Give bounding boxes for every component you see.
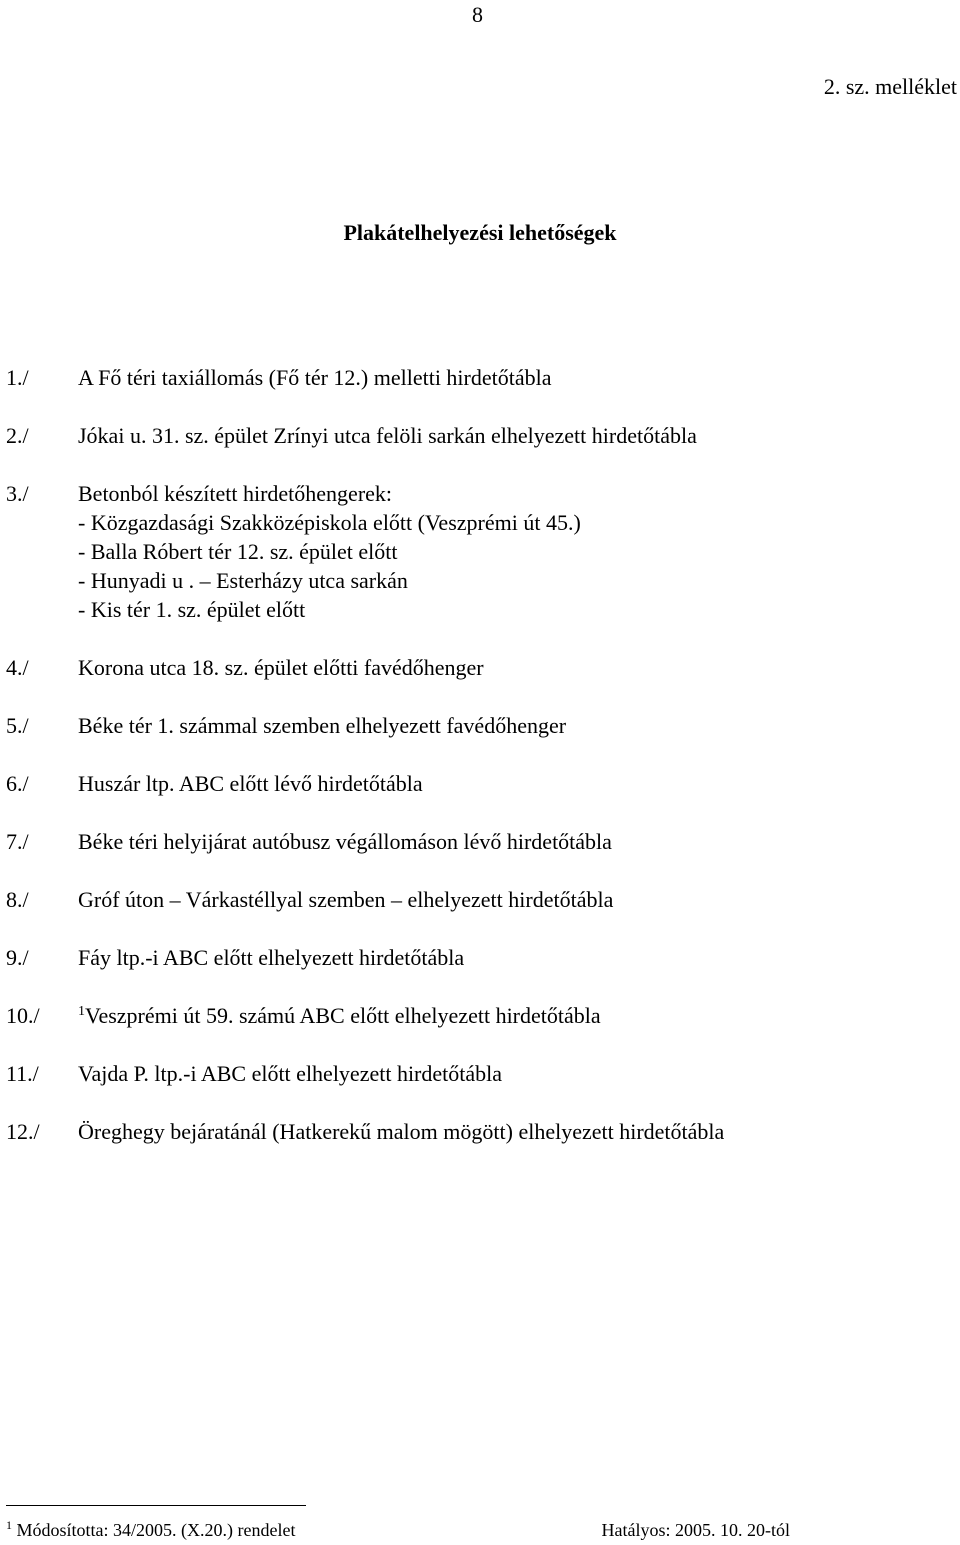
item-number: 12./	[6, 1119, 40, 1144]
item-text: Öreghegy bejáratánál (Hatkerekű malom mögött) elhelyezett hirdetőtábla	[78, 1119, 725, 1144]
document-title: Plakátelhelyezési lehetőségek	[343, 220, 617, 245]
footnote-effective-date: Hatályos: 2005. 10. 20-tól	[601, 1520, 790, 1540]
item-text: Béke tér 1. számmal szemben elhelyezett favédőhenger	[78, 713, 567, 738]
item-number: 9./	[6, 945, 29, 970]
sub-item: - Kis tér 1. sz. épület előtt	[78, 597, 306, 622]
annex-label: 2. sz. melléklet	[823, 74, 957, 99]
item-text: Gróf úton – Várkastéllyal szemben – elhelyezett hirdetőtábla	[78, 887, 614, 912]
item-number: 3./	[6, 481, 29, 506]
footnote-text: Módosította: 34/2005. (X.20.) rendelet	[16, 1520, 296, 1540]
item-text: Béke téri helyijárat autóbusz végállomáson lévő hirdetőtábla	[78, 829, 612, 854]
footnote-marker: 1	[6, 1518, 12, 1532]
item-text: Betonból készített hirdetőhengerek:	[78, 481, 393, 506]
item-number: 1./	[6, 365, 29, 390]
sub-item: - Hunyadi u . – Esterházy utca sarkán	[78, 568, 408, 593]
sub-item: - Közgazdasági Szakközépiskola előtt (Veszprémi út 45.)	[78, 510, 581, 535]
item-number: 7./	[6, 829, 29, 854]
footnote-reference[interactable]: 1	[78, 1004, 85, 1019]
item-text: Jókai u. 31. sz. épület Zrínyi utca felöli sarkán elhelyezett hirdetőtábla	[78, 423, 697, 448]
item-number: 5./	[6, 713, 29, 738]
item-text	[78, 1005, 601, 1027]
page-number: 8	[472, 2, 483, 27]
item-text: Fáy ltp.-i ABC előtt elhelyezett hirdetőtábla	[78, 945, 465, 970]
item-text: Huszár ltp. ABC előtt lévő hirdetőtábla	[78, 771, 423, 796]
item-text: Korona utca 18. sz. épület előtti favédőhenger	[78, 655, 484, 680]
item-number: 11./	[6, 1061, 39, 1086]
item-number: 6./	[6, 771, 29, 796]
item-number: 4./	[6, 655, 29, 680]
item-text: A Fő téri taxiállomás (Fő tér 12.) melletti hirdetőtábla	[78, 365, 552, 390]
item-number: 8./	[6, 887, 29, 912]
item-number: 10./	[6, 1003, 40, 1028]
sub-item: - Balla Róbert tér 12. sz. épület előtt	[78, 539, 398, 564]
item-number: 2./	[6, 423, 29, 448]
item-text: Vajda P. ltp.-i ABC előtt elhelyezett hirdetőtábla	[78, 1061, 503, 1086]
footnote-separator	[6, 1505, 306, 1506]
item-text-content: Veszprémi út 59. számú ABC előtt elhelyezett hirdetőtábla	[85, 1003, 601, 1028]
footnote	[6, 1518, 296, 1540]
